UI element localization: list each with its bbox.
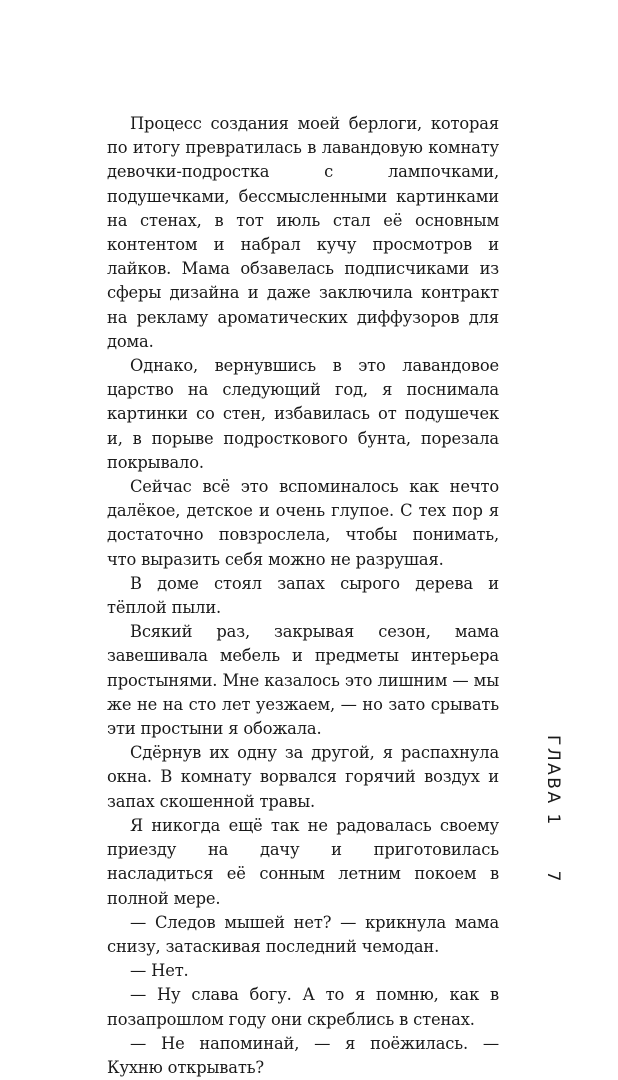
paragraph: Процесс создания моей берлоги, которая по итогу превратилась в лавандовую комнату девочки-подростка с лампочками, подушечками, бессмысленными картинками на стенах, в тот июль стал её основным контентом и набрал кучу просмотров и лайков. Мама обзавелась подписчиками из сферы дизайна и даже заключила контракт на рекламу ароматических диффузоров для дома. xyxy=(107,114,499,351)
chapter-label: ГЛАВА 1 xyxy=(543,735,563,827)
dialogue-line: — Нет. xyxy=(130,961,189,981)
paragraph: Сейчас всё это вспоминалось как нечто далёкое, детское и очень глупое. С тех пор я достаточно повзрослела, чтобы понимать, что выразить себя можно не разрушая. xyxy=(107,477,499,569)
dialogue-line: — Ну слава богу. А то я помню, как в позапрошлом году они скреблись в стенах. xyxy=(107,985,499,1029)
paragraph: Всякий раз, закрывая сезон, мама завешивала мебель и предметы интерьера простынями. Мне казалось это лишним — мы же не на сто лет уезжаем, — но зато срывать эти простыни я обожала. xyxy=(107,622,499,739)
paragraph: В доме стоял запах сырого дерева и тёплой пыли. xyxy=(107,573,499,618)
dialogue-line: — Следов мышей нет? — крикнула мама снизу, затаскивая последний чемодан. xyxy=(107,912,499,956)
paragraph: Однако, вернувшись в это лавандовое царство на следующий год, я поснимала картинки со стен, избавилась от подушечек и, в порыве подросткового бунта, порезала покрывало. xyxy=(107,356,499,472)
page-number: 7 xyxy=(543,870,563,882)
body-text xyxy=(107,112,499,1080)
paragraph: Я никогда ещё так не радовалась своему приезду на дачу и приготовилась насладиться её сонным летним покоем в полной мере. xyxy=(107,815,499,908)
paragraph: Сдёрнув их одну за другой, я распахнула окна. В комнату ворвался горячий воздух и запах скошенной травы. xyxy=(107,743,499,811)
dialogue-line: — Не напоминай, — я поёжилась. — Кухню открывать? xyxy=(107,1033,499,1077)
running-header xyxy=(543,735,563,890)
